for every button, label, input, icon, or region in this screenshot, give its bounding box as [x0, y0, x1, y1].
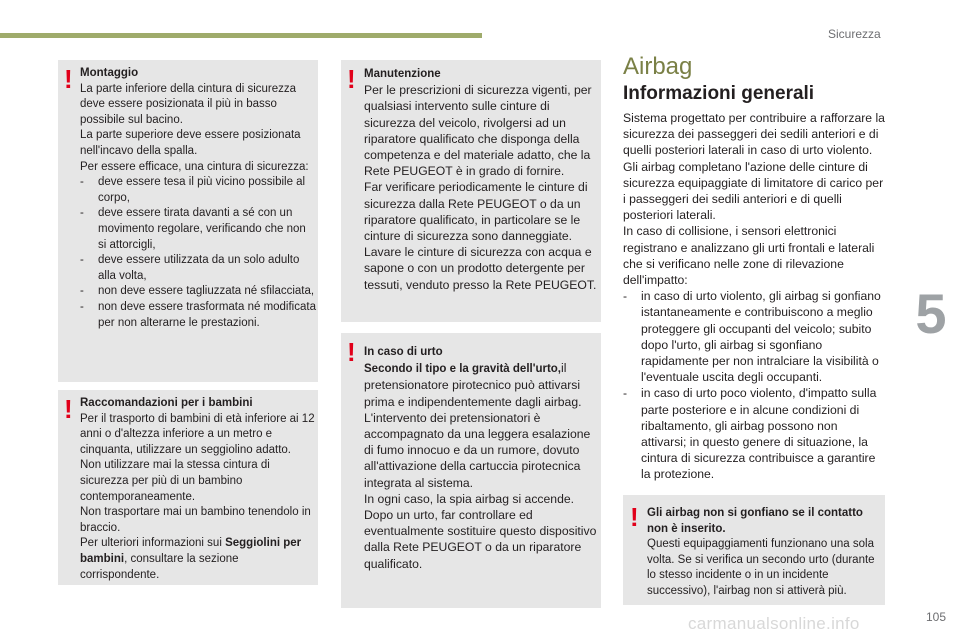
- page-number: 105: [925, 610, 946, 624]
- airbag-text: [623, 110, 885, 483]
- manutenzione-title: Manutenzione: [364, 68, 441, 80]
- montaggio-list: [80, 175, 316, 331]
- urto-text: [364, 344, 599, 572]
- list-item: - in caso di urto violento, gli airbag si gonfiano istantaneamente e contribuiscono a meglio proteggere gli occupanti del veicolo; subito dopo l'urto, gli airbag si sgonfiano rapidamente per non intralciare la visibilità o l'eventuale uscita degli occupanti.: [623, 288, 885, 385]
- urto-p3: Dopo un urto, far controllare ed eventualmente sostituire questo dispositivo dalla Rete PEUGEOT o da un riparatore qualificato.: [364, 508, 597, 571]
- airbag-p2: In caso di collisione, i sensori elettronici registrano e analizzano gli urti frontali e laterali che si verificano nelle zone di rilevazione dell'impatto:: [623, 224, 875, 288]
- urto-p2: In ogni caso, la spia airbag si accende.: [364, 491, 575, 506]
- list-item: - deve essere tesa il più vicino possibile al corpo,: [80, 175, 316, 206]
- warning-icon: !: [347, 64, 356, 94]
- section-label: Sicurezza: [828, 27, 881, 41]
- header-accent-bar: [0, 33, 482, 38]
- seggiolini-ref: Seggiolini per bambini: [80, 537, 302, 565]
- urto-title: In caso di urto: [364, 346, 443, 358]
- list-item: - non deve essere trasformata né modificata per non alterarne le prestazioni.: [80, 300, 316, 331]
- montaggio-p3: Per essere efficace, una cintura di sicurezza:: [80, 160, 309, 173]
- montaggio-p1: La parte inferiore della cintura di sicurezza deve essere posizionata il più in basso possibile sul bacino.: [80, 82, 297, 126]
- montaggio-p2: La parte superiore deve essere posizionata nell'incavo della spalla.: [80, 129, 301, 157]
- bambini-title: Raccomandazioni per i bambini: [80, 397, 253, 409]
- contatto-text: [647, 506, 883, 600]
- warning-icon: !: [64, 64, 73, 94]
- airbag-p1: Sistema progettato per contribuire a rafforzare la sicurezza dei passeggeri dei sedili anteriori e di quelli posteriori laterali in caso di urto violento. Gli airbag completano l'azione delle cinture di sicurezza equipaggiate di limitatore di carico per i passeggeri dei sedili anteriori e di quelli posteriori laterali.: [623, 111, 885, 223]
- contatto-p1: Questi equipaggiamenti funzionano una sola volta. Se si verifica un secondo urto (durante lo stesso incidente o in un incidente successivo), l'airbag non si attiverà più.: [647, 538, 875, 597]
- list-item: - non deve essere tagliuzzata né sfilacciata,: [80, 284, 316, 300]
- watermark: carmanualsonline.info: [688, 614, 860, 633]
- contatto-title: Gli airbag non si gonfiano se il contatto non è inserito.: [647, 507, 863, 535]
- warning-icon: !: [64, 394, 73, 424]
- urto-p1: Secondo il tipo e la gravità dell'urto,il pretensionatore pirotecnico può attivarsi prima e indipendentemente dagli airbag. L'intervento dei pretensionatori è accompagnato da una leggera esalazione di fumo innocuo e da un rumore, dovuto all'attivazione della cartuccia pirotecnica integrata al sistema.: [364, 361, 591, 490]
- manutenzione-p2: Far verificare periodicamente le cinture di sicurezza dalla Rete PEUGEOT o da un riparatore qualificato, in particolare se le cinture di sicurezza sono danneggiate.: [364, 180, 588, 244]
- bambini-p2: Non utilizzare mai la stessa cintura di sicurezza per più di un bambino contemporaneamente.: [80, 459, 270, 503]
- list-item: - deve essere utilizzata da un solo adulto alla volta,: [80, 253, 316, 284]
- bambini-p1: Per il trasporto di bambini di età inferiore ai 12 anni o d'altezza inferiore a un metro e cinquanta, utilizzare un seggiolino adatto.: [80, 412, 315, 456]
- montaggio-title: Montaggio: [80, 67, 139, 79]
- warning-icon: !: [347, 337, 356, 367]
- warning-icon: !: [630, 502, 639, 532]
- montaggio-text: [80, 66, 316, 331]
- airbag-subheading: Informazioni generali: [623, 83, 815, 104]
- list-item: - deve essere tirata davanti a sé con un movimento regolare, verificando che non si attorcigli,: [80, 206, 316, 253]
- bambini-p3: Non trasportare mai un bambino tenendolo in braccio.: [80, 506, 311, 534]
- list-item: - in caso di urto poco violento, d'impatto sulla parte posteriore e in alcune condizioni di ribaltamento, gli airbag possono non attivarsi; in questo genere di situazione, la cintura di sicurezza contribuisce a garantire la protezione.: [623, 385, 885, 482]
- airbag-list: [623, 288, 885, 482]
- manutenzione-p1: Per le prescrizioni di sicurezza vigenti, per qualsiasi intervento sulle cinture di sicurezza del veicolo, rivolgersi ad un riparatore qualificato che disponga della competenza e del materiale adatto, che la Rete PEUGEOT è in grado di fornire.: [364, 83, 592, 179]
- manutenzione-text: [364, 66, 599, 293]
- airbag-heading: Airbag: [623, 53, 693, 80]
- manutenzione-p3: Lavare le cinture di sicurezza con acqua e sapone o con un prodotto detergente per tessuti, venduto presso la Rete PEUGEOT.: [364, 245, 597, 292]
- chapter-number: 5: [902, 268, 960, 358]
- bambini-text: [80, 396, 316, 583]
- bambini-p4: Per ulteriori informazioni sui Seggiolini per bambini, consultare la sezione corrispondente.: [80, 537, 302, 581]
